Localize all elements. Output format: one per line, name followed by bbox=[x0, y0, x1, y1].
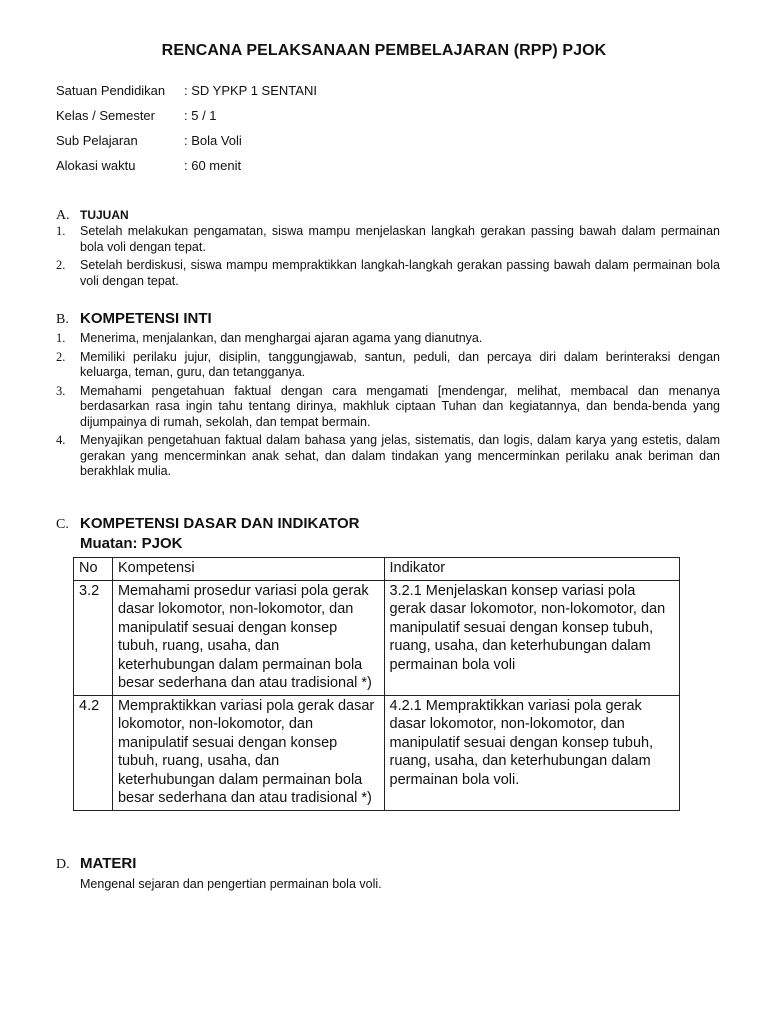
item-number: 3. bbox=[56, 383, 66, 398]
identity-label: Kelas / Semester bbox=[56, 108, 155, 123]
item-number: 2. bbox=[56, 349, 66, 364]
identity-row-kelas bbox=[56, 107, 317, 132]
identity-value: : 60 menit bbox=[184, 158, 242, 173]
section-letter: C. bbox=[56, 517, 69, 532]
kompetensi-inti-list bbox=[56, 331, 720, 480]
section-title: KOMPETENSI INTI bbox=[80, 310, 212, 327]
section-kompetensi-inti bbox=[56, 310, 720, 483]
kompetensi-table bbox=[73, 557, 680, 811]
item-text: Menerima, menjalankan, dan menghargai ajaran agama yang dianutnya. bbox=[80, 331, 483, 345]
section-heading bbox=[56, 208, 720, 224]
identity-label: Satuan Pendidikan bbox=[56, 83, 166, 98]
item-text: Memahami pengetahuan faktual dengan cara mengamati [mendengar, melihat, membacal dan menanya berdasarkan rasa ingin tahu tentang dirinya, makhluk ciptaan Tuhan dan kegiatannya, dan benda-benda yang dijumpainya di rumah, sekolah, dan tempat bermain. bbox=[80, 383, 720, 429]
identity-row-satuan bbox=[56, 82, 317, 107]
section-kompetensi-dasar bbox=[56, 515, 720, 552]
list-item bbox=[56, 433, 720, 480]
item-text: Setelah berdiskusi, siswa mampu mempraktikkan langkah-langkah gerakan passing bawah dalam permainan bola voli dengan tepat. bbox=[80, 258, 720, 288]
table-row bbox=[74, 695, 680, 810]
item-text: Menyajikan pengetahuan faktual dalam bahasa yang jelas, sistematis, dan logis, dalam karya yang estetis, dalam gerakan yang mencerminkan anak sehat, dan dalam tindakan yang mencerminkan perilaku anak beriman dan berakhlak mulia. bbox=[80, 433, 720, 478]
table-header-kompetensi: Kompetensi bbox=[112, 558, 384, 581]
list-item bbox=[56, 350, 720, 381]
identity-row-sub-pelajaran bbox=[56, 132, 317, 157]
materi-text: Mengenal sejaran dan pengertian permainan bola voli. bbox=[80, 877, 382, 891]
identity-block bbox=[56, 82, 317, 182]
list-item bbox=[56, 224, 720, 255]
section-letter: B. bbox=[56, 312, 69, 327]
item-number: 1. bbox=[56, 224, 66, 238]
item-text: Memiliki perilaku jujur, disiplin, tanggungjawab, santun, peduli, dan percaya diri dalam berinteraksi dengan keluarga, teman, guru, dan tetangganya. bbox=[80, 349, 720, 379]
list-item bbox=[56, 384, 720, 431]
section-heading bbox=[56, 310, 720, 328]
table-cell-indikator: 3.2.1 Menjelaskan konsep variasi pola gerak dasar lokomotor, non-lokomotor, dan manipulatif sesuai dengan konsep tubuh, ruang, usaha, dan keterhubungan dalam permainan bola voli bbox=[384, 580, 680, 695]
identity-label: Sub Pelajaran bbox=[56, 133, 138, 148]
identity-label: Alokasi waktu bbox=[56, 158, 136, 173]
list-item bbox=[56, 331, 720, 347]
item-number: 4. bbox=[56, 433, 66, 447]
table-cell-kompetensi: Memahami prosedur variasi pola gerak dasar lokomotor, non-lokomotor, dan manipulatif sesuai dengan konsep tubuh, ruang, usaha, dan keterhubungan dalam permainan bola besar sederhana dan atau tradisional *) bbox=[112, 580, 384, 695]
section-subtitle: Muatan: PJOK bbox=[80, 535, 183, 552]
section-title: KOMPETENSI DASAR DAN INDIKATOR bbox=[80, 515, 360, 532]
document-title: RENCANA PELAKSANAAN PEMBELAJARAN (RPP) PJOK bbox=[161, 42, 607, 59]
table-header-no: No bbox=[74, 558, 113, 581]
section-letter: A. bbox=[56, 208, 70, 223]
item-number: 1. bbox=[56, 331, 66, 345]
section-materi bbox=[56, 855, 720, 891]
section-tujuan bbox=[56, 208, 720, 292]
list-item bbox=[56, 258, 720, 289]
section-title: TUJUAN bbox=[80, 208, 129, 222]
section-heading bbox=[56, 515, 720, 533]
identity-value: : 5 / 1 bbox=[184, 108, 217, 123]
section-title: MATERI bbox=[80, 855, 137, 872]
section-heading bbox=[56, 855, 720, 873]
table-header-row bbox=[74, 558, 680, 581]
identity-row-alokasi bbox=[56, 157, 317, 182]
table-row bbox=[74, 580, 680, 695]
table-cell-indikator: 4.2.1 Mempraktikkan variasi pola gerak dasar lokomotor, non-lokomotor, dan manipulatif sesuai dengan konsep tubuh, ruang, usaha, dan keterhubungan dalam permainan bola voli. bbox=[384, 695, 680, 810]
tujuan-list bbox=[56, 224, 720, 289]
section-letter: D. bbox=[56, 857, 70, 872]
item-text: Setelah melakukan pengamatan, siswa mampu menjelaskan langkah gerakan passing bawah dalam permainan bola voli dengan tepat. bbox=[80, 224, 720, 254]
item-number: 2. bbox=[56, 258, 66, 272]
table-cell-no: 3.2 bbox=[74, 580, 113, 695]
identity-value: : SD YPKP 1 SENTANI bbox=[184, 83, 317, 98]
table-cell-kompetensi: Mempraktikkan variasi pola gerak dasar lokomotor, non-lokomotor, dan manipulatif sesuai dengan konsep tubuh, ruang, usaha, dan keterhubungan dalam permainan bola besar sederhana dan atau tradisional *) bbox=[112, 695, 384, 810]
table-cell-no: 4.2 bbox=[74, 695, 113, 810]
identity-value: : Bola Voli bbox=[184, 133, 242, 148]
table-header-indikator: Indikator bbox=[384, 558, 680, 581]
